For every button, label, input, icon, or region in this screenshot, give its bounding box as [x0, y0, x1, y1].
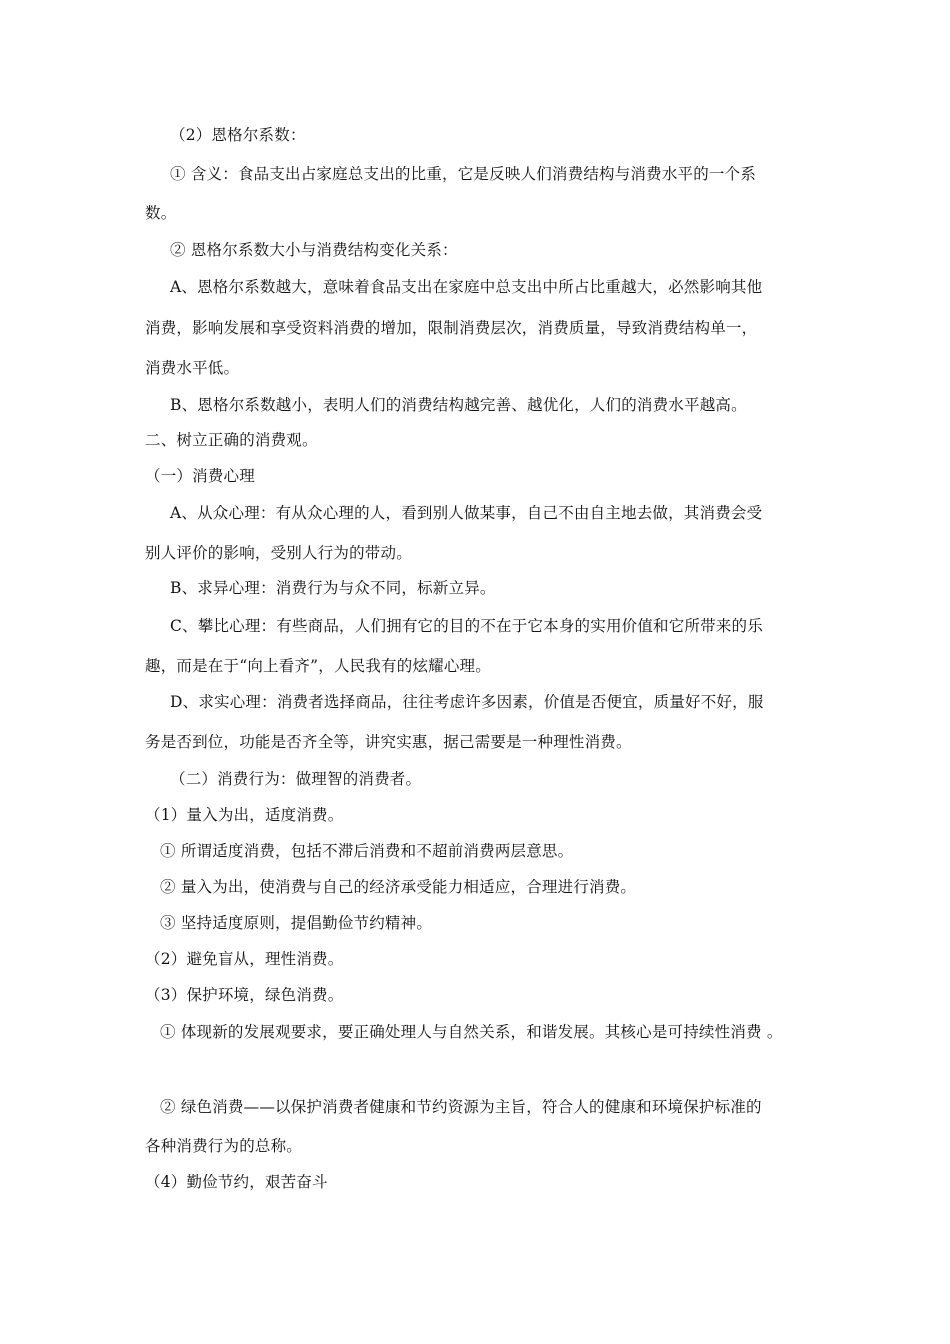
paragraph-line: A、恩格尔系数越大，意味着食品支出在家庭中总支出中所占比重越大，必然影响其他	[170, 278, 763, 296]
list-item: ② 绿色消费——以保护消费者健康和节约资源为主旨，符合人的健康和环境保护标准的	[160, 1098, 762, 1116]
paragraph-line: 别人评价的影响，受别人行为的带动。	[145, 544, 412, 562]
paragraph-line: D、求实心理：消费者选择商品，往往考虑许多因素，价值是否便宜，质量好不好，服	[170, 693, 764, 711]
section-heading: 二、树立正确的消费观。	[145, 431, 318, 449]
paragraph-line: C、攀比心理：有些商品，人们拥有它的目的不在于它本身的实用价值和它所带来的乐	[170, 617, 763, 635]
subsection-heading: （一）消费心理	[145, 467, 255, 485]
list-item: ① 体现新的发展观要求，要正确处理人与自然关系，和谐发展。其核心是可持续性消费 。	[160, 1023, 783, 1041]
paragraph-line: B、求异心理：消费行为与众不同，标新立异。	[170, 579, 496, 597]
paragraph-line: 各种消费行为的总称。	[145, 1137, 303, 1155]
paragraph-line: 消费，影响发展和享受资料消费的增加，限制消费层次，消费质量，导致消费结构单一，	[145, 319, 758, 337]
list-item-heading: （3）保护环境，绿色消费。	[145, 986, 344, 1004]
list-item: ③ 坚持适度原则，提倡勤俭节约精神。	[160, 914, 433, 932]
heading-engel-coefficient: （2）恩格尔系数：	[170, 126, 306, 144]
paragraph-line: 趣，而是在于“向上看齐”，人民我有的炫耀心理。	[145, 657, 491, 675]
paragraph-line: 消费水平低。	[145, 359, 240, 377]
list-item: ① 所谓适度消费，包括不滞后消费和不超前消费两层意思。	[160, 842, 574, 860]
paragraph-line: ① 含义：食品支出占家庭总支出的比重，它是反映人们消费结构与消费水平的一个系	[170, 165, 757, 183]
paragraph-line: 务是否到位，功能是否齐全等，讲究实惠，据己需要是一种理性消费。	[145, 733, 632, 751]
paragraph-line: 数。	[145, 204, 177, 222]
list-item-heading: （4）勤俭节约，艰苦奋斗	[145, 1173, 328, 1191]
list-item-heading: （1）量入为出，适度消费。	[145, 806, 344, 824]
list-item-heading: （2）避免盲从，理性消费。	[145, 950, 344, 968]
paragraph-line: ② 恩格尔系数大小与消费结构变化关系：	[170, 241, 458, 259]
list-item: ② 量入为出，使消费与自己的经济承受能力相适应，合理进行消费。	[160, 878, 637, 896]
paragraph-line: B、恩格尔系数越小，表明人们的消费结构越完善、越优化，人们的消费水平越高。	[170, 396, 747, 414]
subsection-heading: （二）消费行为：做理智的消费者。	[170, 770, 422, 788]
paragraph-line: A、从众心理：有从众心理的人，看到别人做某事，自己不由自主地去做，其消费会受	[170, 504, 763, 522]
